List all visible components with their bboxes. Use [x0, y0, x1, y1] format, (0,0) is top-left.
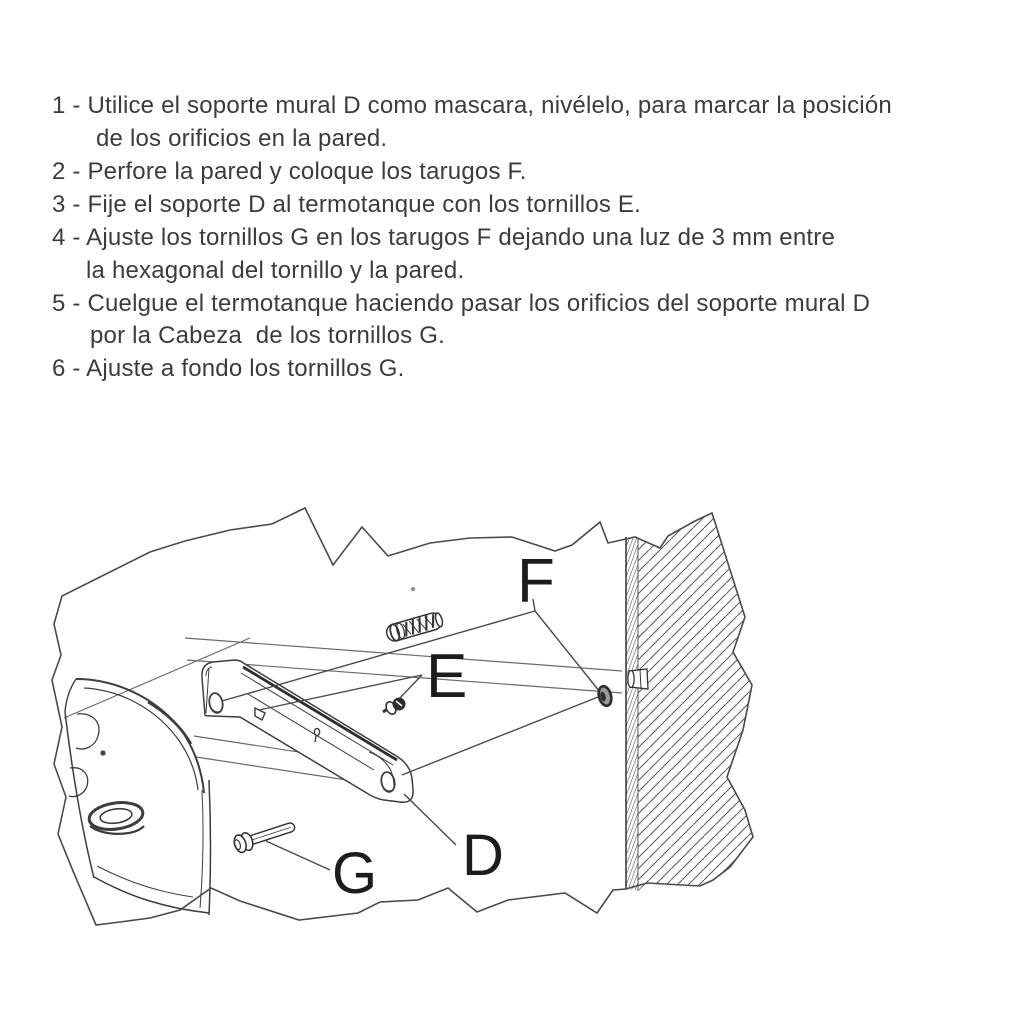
tank-mark-dot	[100, 750, 105, 755]
leader-g	[266, 841, 330, 870]
label-d: D	[462, 823, 504, 888]
leader-d	[404, 794, 456, 845]
label-f: F	[517, 547, 555, 616]
screw-e	[383, 698, 406, 716]
instruction-step-4: 4 - Ajuste los tornillos G en los tarugos F dejando una luz de 3 mm entre	[52, 224, 836, 251]
wall-plug-in-wall	[597, 685, 614, 707]
instruction-step-5: 5 - Cuelgue el termotanque haciendo pasar los orificios del soporte mural D	[52, 290, 871, 317]
leader-f-to-wall	[535, 611, 600, 692]
water-heater-tank	[65, 679, 211, 915]
instruction-step-4b: la hexagonal del tornillo y la pared.	[86, 257, 465, 284]
speck-dot	[411, 587, 415, 591]
screw-g	[232, 818, 297, 855]
tank-pipe-fitting	[87, 799, 144, 834]
leader-f-to-plug	[222, 611, 535, 701]
label-g: G	[332, 841, 378, 906]
instruction-step-2: 2 - Perfore la pared y coloque los tarugos F.	[52, 158, 527, 185]
instruction-step-5b: por la Cabeza de los tornillos G.	[90, 322, 445, 349]
instruction-step-6: 6 - Ajuste a fondo los tornillos G.	[52, 355, 405, 382]
label-e: E	[426, 642, 468, 711]
wall-plug-f	[385, 611, 444, 643]
instruction-step-3: 3 - Fije el soporte D al termotanque con los tornillos E.	[52, 191, 642, 218]
wall-screw-stub	[628, 669, 648, 689]
wall-cross-section	[626, 513, 753, 891]
instruction-step-1b: de los orificios en la pared.	[96, 125, 388, 152]
mounting-bracket-d	[202, 660, 413, 802]
instruction-step-1: 1 - Utilice el soporte mural D como mascara, nivélelo, para marcar la posición	[52, 92, 892, 119]
